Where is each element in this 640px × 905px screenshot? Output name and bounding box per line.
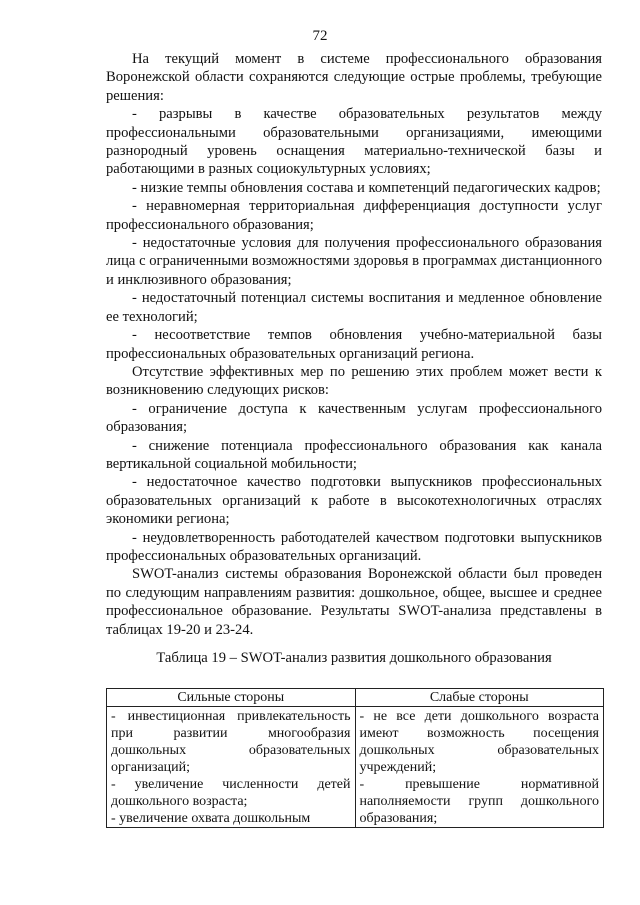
header-strengths: Сильные стороны — [107, 689, 356, 707]
list-item-risk: - снижение потенциала профессионального образования как канала вертикальной социальной мобильности; — [106, 437, 602, 472]
page-number: 72 — [312, 28, 328, 44]
strength-item: - увеличение численности детей дошкольного возраста; — [111, 777, 351, 809]
header-weaknesses: Слабые стороны — [355, 689, 604, 707]
strength-item: - инвестиционная привлекательность при развитии многообразия дошкольных образовательных организаций; — [111, 709, 351, 775]
table-row — [107, 707, 604, 828]
list-item-problem: - разрывы в качестве образовательных результатов между профессиональными образовательными организациями, имеющими разнородный уровень оснащения материально-технической базы и работающими в разных социокультурных условиях; — [106, 106, 602, 178]
table-caption: Таблица 19 – SWOT-анализ развития дошкольного образования — [156, 650, 552, 666]
strengths-cell — [107, 707, 356, 828]
list-item-problem: - низкие темпы обновления состава и компетенций педагогических кадров; — [132, 179, 601, 196]
paragraph-risks-intro: Отсутствие эффективных мер по решению этих проблем может вести к возникновению следующих рисков: — [106, 363, 602, 399]
paragraph-intro: На текущий момент в системе профессионального образования Воронежской области сохраняются следующие острые проблемы, требующие решения: — [106, 51, 602, 104]
list-item-problem: - недостаточные условия для получения профессионального образования лица с ограниченными возможностями здоровья в программах дистанционного и инклюзивного образования; — [106, 235, 602, 288]
table-header-row — [107, 689, 604, 707]
swot-table — [106, 688, 604, 828]
weakness-item: - превышение нормативной наполняемости групп дошкольного образования; — [359, 777, 599, 826]
list-item-risk: - недостаточное качество подготовки выпускников профессиональных образовательных организаций к работе в высокотехнологичных отраслях экономики региона; — [106, 474, 602, 528]
document-body — [106, 50, 602, 639]
weaknesses-cell — [355, 707, 604, 828]
list-item-risk: - неудовлетворенность работодателей качеством подготовки выпускников профессиональных образовательных организаций. — [106, 529, 602, 564]
paragraph-swot: SWOT-анализ системы образования Воронежской области был проведен по следующим направлениям развития: дошкольное, общее, высшее и среднее профессиональное образование. Результаты SWOT-анализа представлены в таблицах 19-20 и 23-24. — [106, 566, 602, 638]
weakness-item: - не все дети дошкольного возраста имеют возможность посещения дошкольных образовательных учреждений; — [359, 709, 599, 775]
strength-item: - увеличение охвата дошкольным — [111, 811, 311, 826]
list-item-problem: - несоответствие темпов обновления учебно-материальной базы профессиональных образовательных организаций региона. — [106, 327, 602, 362]
list-item-risk: - ограничение доступа к качественным услугам профессионального образования; — [106, 400, 602, 436]
list-item-problem: - неравномерная территориальная дифференциация доступности услуг профессионального образования; — [106, 198, 602, 233]
list-item-problem: - недостаточный потенциал системы воспитания и медленное обновление ее технологий; — [106, 290, 602, 325]
